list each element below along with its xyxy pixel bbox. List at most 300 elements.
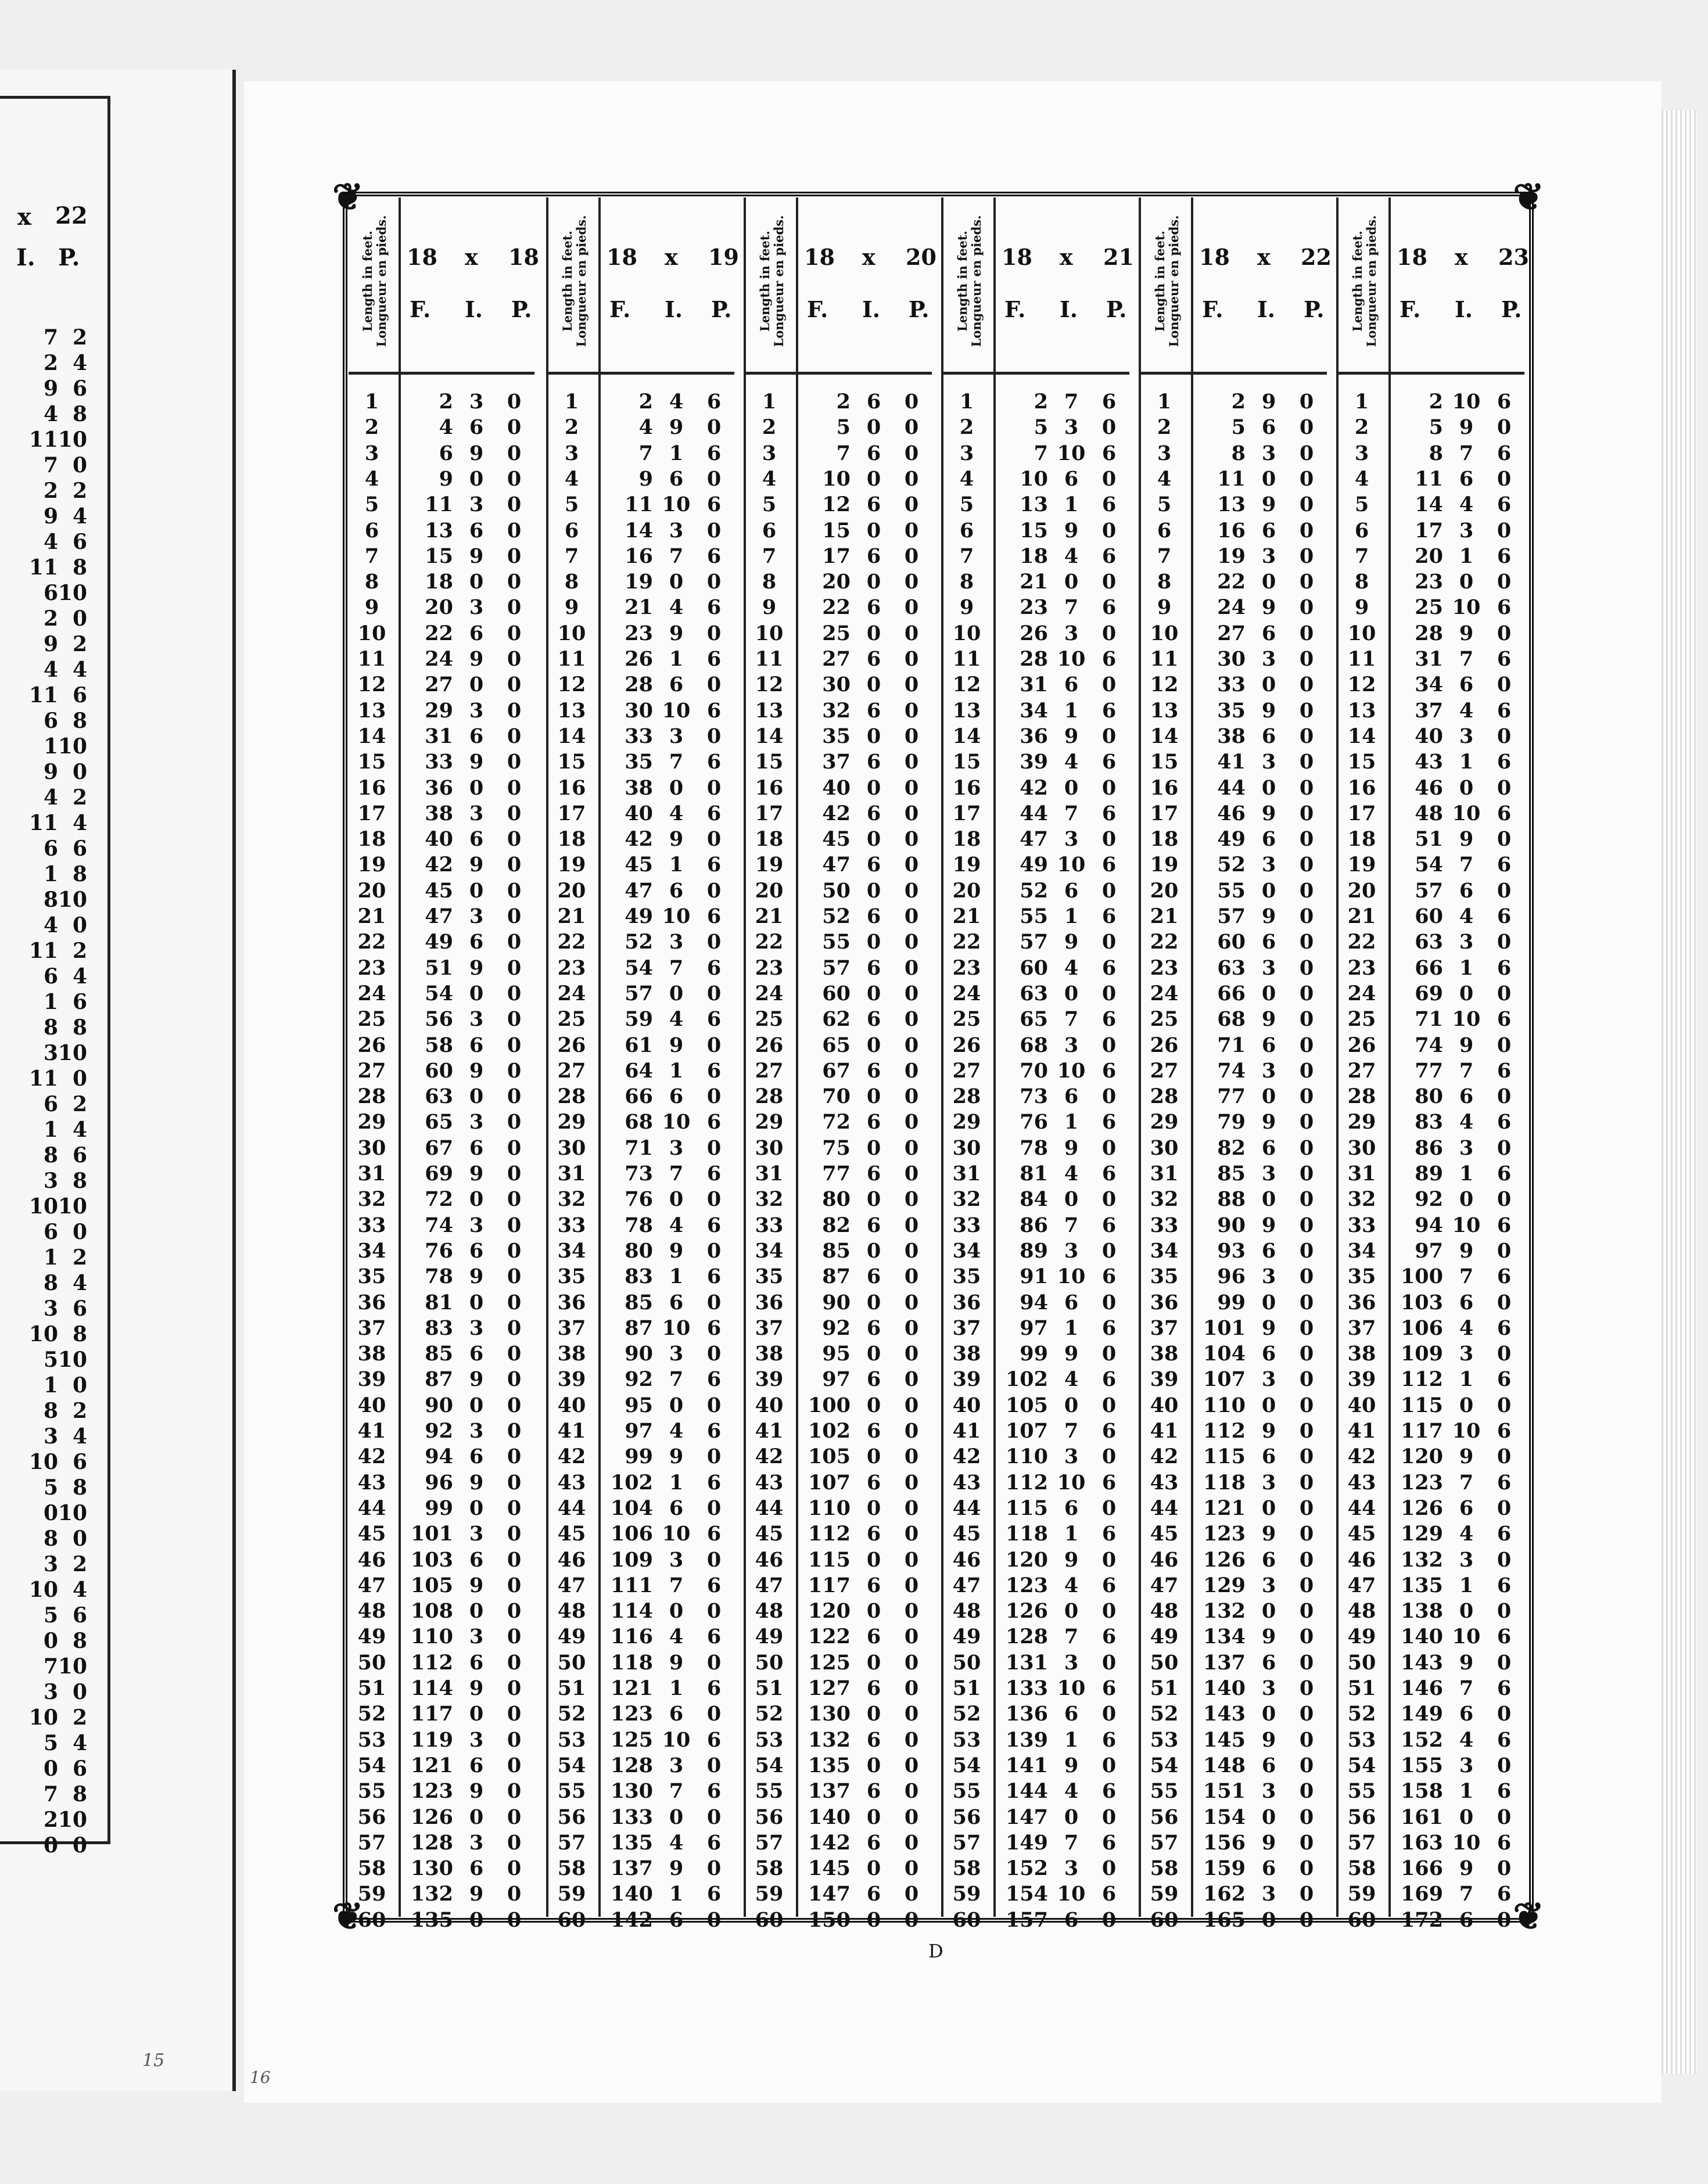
points-cell: 0 — [1497, 1496, 1512, 1520]
points-cell: 6 — [706, 1882, 722, 1906]
inches-cell: 10 — [662, 1316, 691, 1340]
header-dim-x: x — [1455, 244, 1468, 270]
points-cell: 0 — [1101, 466, 1117, 491]
left-inches-cell: 2 — [43, 1808, 58, 1832]
feet-cell: 122 — [808, 1625, 851, 1649]
length-cell: 2 — [364, 415, 379, 440]
length-cell: 26 — [952, 1033, 981, 1057]
inches-cell: 0 — [866, 1650, 881, 1675]
feet-cell: 49 — [625, 904, 653, 928]
feet-cell: 128 — [1005, 1625, 1048, 1649]
feet-cell: 92 — [625, 1367, 653, 1392]
length-cell: 52 — [357, 1702, 386, 1726]
inches-cell: 0 — [1459, 1805, 1474, 1829]
points-cell: 0 — [1299, 1779, 1314, 1804]
points-cell: 0 — [507, 698, 522, 723]
points-cell: 0 — [904, 1522, 919, 1546]
length-cell: 24 — [755, 981, 784, 1005]
points-cell: 0 — [904, 673, 919, 697]
inches-cell: 4 — [669, 1830, 684, 1855]
inches-cell: 9 — [469, 1058, 484, 1083]
points-cell: 6 — [1497, 1522, 1512, 1546]
feet-cell: 81 — [425, 1290, 453, 1314]
points-cell: 0 — [904, 956, 919, 980]
feet-cell: 15 — [1020, 518, 1048, 543]
feet-cell: 80 — [822, 1187, 851, 1212]
left-points-cell: 10 — [58, 1194, 87, 1219]
inches-cell: 9 — [469, 1265, 484, 1289]
length-cell: 22 — [557, 930, 586, 954]
inches-cell: 1 — [1064, 1316, 1079, 1340]
length-cell: 36 — [1347, 1290, 1376, 1314]
inches-cell: 0 — [866, 775, 881, 800]
left-inches-cell: 0 — [43, 1629, 58, 1653]
left-table-row — [0, 658, 105, 683]
left-table-row — [0, 1118, 105, 1143]
points-cell: 6 — [706, 698, 722, 723]
left-inches-cell: 1 — [43, 1118, 58, 1142]
feet-cell: 35 — [822, 724, 851, 748]
points-cell: 0 — [1101, 1547, 1117, 1572]
points-cell: 0 — [1497, 1187, 1512, 1212]
length-cell: 44 — [755, 1496, 784, 1520]
left-points-cell: 8 — [72, 862, 87, 886]
feet-cell: 57 — [1020, 930, 1048, 954]
feet-cell: 31 — [425, 724, 453, 748]
length-cell: 40 — [952, 1393, 981, 1417]
left-inches-cell: 9 — [43, 376, 58, 401]
feet-cell: 54 — [1415, 853, 1443, 877]
feet-cell: 115 — [1400, 1393, 1443, 1417]
length-cell: 28 — [952, 1084, 981, 1109]
points-cell: 0 — [904, 1547, 919, 1572]
left-table-row — [0, 1526, 105, 1552]
feet-cell: 77 — [1217, 1084, 1246, 1109]
inches-cell: 3 — [1261, 544, 1276, 568]
length-cell: 54 — [1347, 1753, 1376, 1777]
length-cell: 39 — [1347, 1367, 1376, 1392]
left-inches-cell: 11 — [28, 811, 58, 835]
length-cell: 5 — [1157, 493, 1172, 517]
inches-cell: 6 — [866, 1470, 881, 1495]
feet-cell: 69 — [1415, 981, 1443, 1005]
length-cell: 35 — [755, 1265, 784, 1289]
left-inches-cell: 10 — [28, 1705, 58, 1730]
length-cell: 3 — [762, 441, 777, 465]
feet-cell: 73 — [625, 1162, 653, 1186]
length-cell: 29 — [952, 1110, 981, 1134]
inches-cell: 3 — [1261, 1676, 1276, 1700]
left-inches-cell: 11 — [28, 555, 58, 580]
feet-cell: 95 — [822, 1342, 851, 1366]
length-cell: 49 — [952, 1625, 981, 1649]
length-cell: 13 — [357, 698, 386, 723]
feet-cell: 79 — [1217, 1110, 1246, 1134]
feet-cell: 118 — [1203, 1470, 1246, 1495]
left-inches-cell: 0 — [43, 1833, 58, 1858]
inches-cell: 9 — [469, 1779, 484, 1804]
inches-cell: 4 — [1064, 1779, 1079, 1804]
feet-cell: 63 — [1020, 981, 1048, 1005]
inches-cell: 4 — [669, 1625, 684, 1649]
inches-cell: 6 — [866, 493, 881, 517]
length-cell: 33 — [1150, 1213, 1179, 1237]
left-inches-cell: 0 — [43, 1501, 58, 1525]
length-cell: 8 — [1354, 570, 1369, 594]
left-points-cell: 8 — [72, 1169, 87, 1193]
inches-cell: 3 — [1261, 750, 1276, 774]
inches-cell: 0 — [1459, 570, 1474, 594]
feet-cell: 29 — [425, 698, 453, 723]
points-cell: 6 — [706, 1625, 722, 1649]
inches-cell: 0 — [866, 1496, 881, 1520]
points-cell: 0 — [904, 1882, 919, 1906]
length-cell: 23 — [1347, 956, 1376, 980]
length-cell: 25 — [1150, 1007, 1179, 1032]
length-cell: 7 — [1354, 544, 1369, 568]
feet-cell: 112 — [808, 1522, 851, 1546]
length-cell: 51 — [1347, 1676, 1376, 1700]
left-points-cell: 4 — [72, 1731, 87, 1755]
length-cell: 15 — [755, 750, 784, 774]
points-cell: 0 — [706, 466, 722, 491]
inches-cell: 6 — [1261, 415, 1276, 440]
feet-cell: 97 — [822, 1367, 851, 1392]
points-cell: 6 — [1101, 1522, 1117, 1546]
feet-cell: 60 — [822, 981, 851, 1005]
feet-cell: 120 — [1005, 1547, 1048, 1572]
inches-cell: 0 — [1459, 1187, 1474, 1212]
feet-cell: 126 — [1203, 1547, 1246, 1572]
length-cell: 42 — [755, 1445, 784, 1469]
points-cell: 6 — [1101, 853, 1117, 877]
feet-cell: 16 — [1217, 518, 1246, 543]
length-cell: 50 — [755, 1650, 784, 1675]
feet-cell: 169 — [1400, 1882, 1443, 1906]
feet-cell: 63 — [1415, 930, 1443, 954]
points-cell: 0 — [904, 724, 919, 748]
points-cell: 0 — [904, 570, 919, 594]
points-cell: 0 — [1497, 1445, 1512, 1469]
feet-cell: 172 — [1400, 1908, 1443, 1932]
feet-cell: 90 — [822, 1290, 851, 1314]
inches-cell: 3 — [1261, 1779, 1276, 1804]
left-points-cell: 6 — [72, 1756, 87, 1781]
feet-cell: 36 — [1020, 724, 1048, 748]
length-cell: 41 — [952, 1419, 981, 1443]
length-cell: 4 — [1157, 466, 1172, 491]
table-header — [798, 197, 936, 375]
feet-cell: 123 — [610, 1702, 653, 1726]
points-cell: 6 — [1497, 1058, 1512, 1083]
inches-cell: 9 — [669, 415, 684, 440]
feet-cell: 166 — [1400, 1856, 1443, 1881]
points-cell: 0 — [1101, 1445, 1117, 1469]
length-cell: 14 — [755, 724, 784, 748]
points-cell: 0 — [904, 981, 919, 1005]
length-cell: 3 — [959, 441, 974, 465]
points-cell: 6 — [1101, 1830, 1117, 1855]
length-cell: 11 — [557, 647, 586, 671]
inches-cell: 1 — [1064, 904, 1079, 928]
feet-cell: 159 — [1203, 1856, 1246, 1881]
points-cell: 0 — [706, 518, 722, 543]
inches-cell: 10 — [1057, 1058, 1086, 1083]
left-table-row — [0, 785, 105, 811]
length-cell: 42 — [1347, 1445, 1376, 1469]
points-cell: 6 — [1497, 1470, 1512, 1495]
length-header-label: Length in feet. Longueur en pieds. — [360, 215, 389, 347]
length-cell: 51 — [557, 1676, 586, 1700]
left-inches-cell: 8 — [43, 1399, 58, 1423]
points-cell: 6 — [1497, 595, 1512, 620]
length-cell: 43 — [1347, 1470, 1376, 1495]
length-cell: 28 — [1347, 1084, 1376, 1109]
length-cell: 10 — [755, 621, 784, 645]
points-cell: 0 — [706, 1393, 722, 1417]
inches-cell: 6 — [1261, 930, 1276, 954]
points-cell: 0 — [1497, 466, 1512, 491]
inches-cell: 3 — [669, 1136, 684, 1160]
inches-cell: 6 — [469, 930, 484, 954]
length-cell: 46 — [357, 1547, 386, 1572]
length-cell: 49 — [357, 1625, 386, 1649]
points-cell: 6 — [706, 441, 722, 465]
inches-cell: 9 — [1064, 1342, 1079, 1366]
inches-cell: 10 — [662, 1727, 691, 1752]
points-cell: 0 — [507, 904, 522, 928]
points-cell: 0 — [706, 1136, 722, 1160]
header-dim-b: 20 — [906, 244, 936, 270]
points-cell: 0 — [904, 801, 919, 825]
length-cell: 59 — [357, 1882, 386, 1906]
points-cell: 0 — [1497, 1908, 1512, 1932]
inches-cell: 6 — [1459, 673, 1474, 697]
feet-cell: 10 — [1020, 466, 1048, 491]
inches-cell: 3 — [1459, 1342, 1474, 1366]
length-cell: 13 — [1150, 698, 1179, 723]
inches-cell: 0 — [866, 415, 881, 440]
left-points-cell: 2 — [72, 479, 87, 503]
feet-cell: 129 — [1400, 1522, 1443, 1546]
inches-cell: 0 — [866, 1805, 881, 1829]
inches-cell: 0 — [1261, 775, 1276, 800]
feet-cell: 80 — [1415, 1084, 1443, 1109]
length-cell: 6 — [364, 518, 379, 543]
feet-cell: 55 — [822, 930, 851, 954]
points-cell: 0 — [904, 1367, 919, 1392]
inches-cell: 0 — [469, 981, 484, 1005]
length-cell: 54 — [357, 1753, 386, 1777]
feet-cell: 129 — [1203, 1573, 1246, 1597]
inches-cell: 6 — [866, 1265, 881, 1289]
header-unit-inches: I. — [862, 296, 881, 322]
feet-cell: 144 — [1005, 1779, 1048, 1804]
inches-cell: 3 — [1064, 1650, 1079, 1675]
feet-cell: 123 — [1203, 1522, 1246, 1546]
inches-cell: 3 — [669, 930, 684, 954]
length-cell: 57 — [952, 1830, 981, 1855]
inches-cell: 1 — [669, 1676, 684, 1700]
feet-cell: 165 — [1203, 1908, 1246, 1932]
points-cell: 6 — [1497, 698, 1512, 723]
points-cell: 6 — [1101, 1162, 1117, 1186]
length-cell: 34 — [357, 1238, 386, 1263]
points-cell: 0 — [1299, 415, 1314, 440]
inches-cell: 7 — [1459, 647, 1474, 671]
length-cell: 9 — [564, 595, 579, 620]
feet-cell: 30 — [1217, 647, 1246, 671]
points-cell: 0 — [706, 775, 722, 800]
points-cell: 0 — [507, 1007, 522, 1032]
points-cell: 0 — [1299, 1316, 1314, 1340]
length-cell: 15 — [357, 750, 386, 774]
feet-cell: 89 — [1020, 1238, 1048, 1263]
inches-cell: 6 — [1261, 1136, 1276, 1160]
points-cell: 6 — [706, 390, 722, 414]
length-cell: 36 — [952, 1290, 981, 1314]
feet-cell: 157 — [1005, 1908, 1048, 1932]
inches-cell: 0 — [866, 1547, 881, 1572]
points-cell: 0 — [904, 647, 919, 671]
inches-cell: 9 — [1459, 415, 1474, 440]
inches-cell: 0 — [1064, 570, 1079, 594]
length-cell: 25 — [755, 1007, 784, 1032]
length-cell: 51 — [952, 1676, 981, 1700]
left-points-cell: 2 — [72, 1705, 87, 1730]
inches-cell: 6 — [1261, 1238, 1276, 1263]
feet-cell: 76 — [425, 1238, 453, 1263]
feet-cell: 52 — [1020, 878, 1048, 903]
length-cell: 56 — [952, 1805, 981, 1829]
points-cell: 0 — [1497, 570, 1512, 594]
points-cell: 0 — [1299, 1573, 1314, 1597]
points-cell: 0 — [1101, 1084, 1117, 1109]
inches-cell: 6 — [866, 801, 881, 825]
left-inches-cell: 3 — [43, 1041, 58, 1065]
points-cell: 0 — [1299, 878, 1314, 903]
inches-cell: 10 — [662, 698, 691, 723]
feet-cell: 65 — [822, 1033, 851, 1057]
inches-cell: 6 — [1064, 1084, 1079, 1109]
header-unit-points: P. — [1106, 296, 1127, 322]
feet-cell: 89 — [1415, 1162, 1443, 1186]
inches-cell: 3 — [669, 724, 684, 748]
points-cell: 0 — [706, 1445, 722, 1469]
length-cell: 36 — [557, 1290, 586, 1314]
feet-cell: 33 — [425, 750, 453, 774]
inches-cell: 0 — [469, 466, 484, 491]
inches-cell: 6 — [669, 673, 684, 697]
points-cell: 0 — [904, 1342, 919, 1366]
inches-cell: 10 — [1057, 1676, 1086, 1700]
points-cell: 6 — [1101, 1419, 1117, 1443]
points-cell: 0 — [1497, 1084, 1512, 1109]
length-cell: 34 — [1150, 1238, 1179, 1263]
inches-cell: 0 — [866, 570, 881, 594]
points-cell: 0 — [507, 750, 522, 774]
inches-cell: 10 — [1452, 1625, 1481, 1649]
left-inches-cell: 2 — [43, 606, 58, 631]
points-cell: 0 — [507, 1136, 522, 1160]
length-cell: 17 — [952, 801, 981, 825]
length-header-rule — [1141, 372, 1191, 375]
length-cell: 16 — [557, 775, 586, 800]
feet-cell: 125 — [610, 1727, 653, 1752]
inches-cell: 3 — [1064, 621, 1079, 645]
points-cell: 6 — [1497, 1676, 1512, 1700]
points-cell: 6 — [1497, 1007, 1512, 1032]
inches-cell: 3 — [1459, 724, 1474, 748]
feet-cell: 33 — [1217, 673, 1246, 697]
points-cell: 6 — [1497, 390, 1512, 414]
inches-cell: 9 — [1459, 1856, 1474, 1881]
feet-cell: 123 — [1400, 1470, 1443, 1495]
inches-cell: 1 — [1459, 1367, 1474, 1392]
points-cell: 0 — [904, 1290, 919, 1314]
length-cell: 59 — [557, 1882, 586, 1906]
length-cell: 47 — [357, 1573, 386, 1597]
left-table-row — [0, 325, 105, 351]
inches-cell: 0 — [866, 1342, 881, 1366]
inches-cell: 3 — [1261, 1470, 1276, 1495]
length-cell: 50 — [357, 1650, 386, 1675]
feet-cell: 17 — [1415, 518, 1443, 543]
points-cell: 0 — [1299, 904, 1314, 928]
feet-cell: 132 — [1203, 1599, 1246, 1623]
inches-cell: 0 — [1459, 1393, 1474, 1417]
points-cell: 0 — [507, 1419, 522, 1443]
length-cell: 31 — [557, 1162, 586, 1186]
points-cell: 0 — [904, 1110, 919, 1134]
inches-cell: 3 — [1459, 1136, 1474, 1160]
points-cell: 6 — [1101, 1058, 1117, 1083]
length-cell: 34 — [952, 1238, 981, 1263]
signature-letter: D — [928, 1940, 943, 1962]
feet-cell: 156 — [1203, 1830, 1246, 1855]
points-cell: 0 — [706, 415, 722, 440]
feet-cell: 140 — [610, 1882, 653, 1906]
feet-cell: 25 — [822, 621, 851, 645]
points-cell: 0 — [1299, 1213, 1314, 1237]
feet-cell: 132 — [1400, 1547, 1443, 1572]
feet-cell: 58 — [425, 1033, 453, 1057]
left-page-header — [0, 99, 107, 271]
inches-cell: 6 — [469, 1033, 484, 1057]
inches-cell: 9 — [1261, 698, 1276, 723]
feet-cell: 90 — [1217, 1213, 1246, 1237]
points-cell: 0 — [706, 621, 722, 645]
feet-cell: 71 — [1415, 1007, 1443, 1032]
inches-cell: 4 — [1459, 1522, 1474, 1546]
length-cell: 9 — [1354, 595, 1369, 620]
feet-cell: 28 — [1415, 621, 1443, 645]
length-cell: 37 — [952, 1316, 981, 1340]
length-cell: 56 — [1347, 1805, 1376, 1829]
feet-cell: 101 — [1203, 1316, 1246, 1340]
length-cell: 43 — [1150, 1470, 1179, 1495]
feet-cell: 37 — [1415, 698, 1443, 723]
length-cell: 55 — [952, 1779, 981, 1804]
inches-cell: 1 — [1064, 493, 1079, 517]
left-points-cell: 8 — [72, 709, 87, 733]
left-inches-cell: 8 — [43, 888, 58, 912]
points-cell: 0 — [1299, 1265, 1314, 1289]
inches-cell: 3 — [469, 493, 484, 517]
feet-cell: 5 — [1231, 415, 1246, 440]
feet-cell: 47 — [822, 853, 851, 877]
length-cell: 57 — [755, 1830, 784, 1855]
